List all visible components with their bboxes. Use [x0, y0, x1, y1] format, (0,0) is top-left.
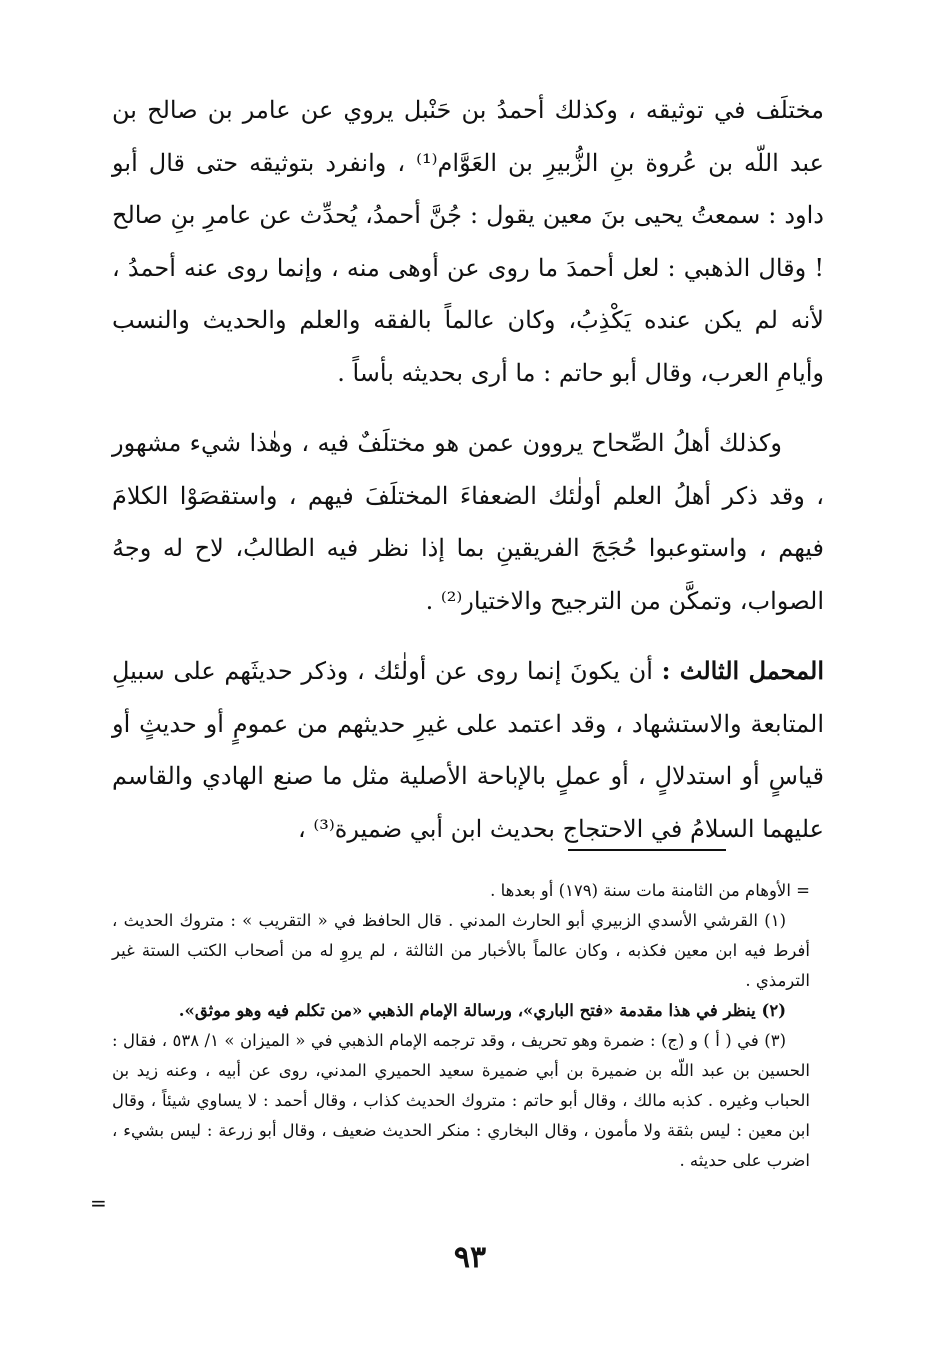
page-number: ٩٣	[453, 1240, 487, 1275]
section-term: المحمل الثالث :	[661, 656, 824, 685]
paragraph-3	[112, 645, 824, 855]
footnote-continuation: = الأوهام من الثامنة مات سنة (١٧٩) أو بعدها .	[490, 881, 810, 900]
paragraph-1: مختلَف في توثيقه ، وكذلك أحمدُ بن حَنْبل يروي عن عامر بن صالح بن عبد اللّه بن عُروة بنِ الزُّبيرِ بن العَوَّام⁽¹⁾ ، وانفرد بتوثيقه حتى قال أبو داود : سمعتُ يحيى بنَ معين يقول : جُنَّ أحمدُ، يُحدِّث عن عامرِ بنِ صالح ! وقال الذهبي : لعل أحمدَ ما روى عن أوهى منه ، وإنما روى عنه أحمدُ ، لأنه لم يكن عنده يَكْذِبُ، وكان عالماً بالفقه والعلم والحديث والنسب وأيامِ العرب، وقال أبو حاتم : ما أرى بحديثه بأساً .	[112, 96, 824, 387]
footnote-2: (٢) ينظر في هذا مقدمة «فتح الباري»، ورسالة الإمام الذهبي «من تكلم فيه وهو موثق».	[178, 1001, 786, 1020]
main-text	[112, 84, 824, 855]
footnote-continues-mark: =	[90, 1191, 107, 1215]
footnote-3: (٣) في ( أ ) و (ج) : ضمرة وهو تحريف ، وقد ترجمه الإمام الذهبي في « الميزان » ١/ ٥٣٨ ، فقال : الحسين بن عبد اللّه بن ضميرة بن أبي ضميرة سعيد الحميري المدني، روى عن أبيه ، وعنه زيد بن الحباب وغيره . كذبه مالك ، وقال أبو حاتم : متروك الحديث كذاب ، وقال أحمد : لا يساوي شيئاً ، وقال ابن معين : ليس بثقة ولا مأمون ، وقال البخاري : منكر الحديث ضعيف ، وقال أبو زرعة : ليس بشيء ، اضرب على حديثه .	[112, 1031, 810, 1170]
paragraph-3-text: أن يكونَ إنما روى عن أولٰئك ، وذكر حديثَهم على سبيلِ المتابعة والاستشهاد ، وقد اعتمد على غيرِ حديثهم من عمومٍ أو حديثٍ أو قياسٍ أو استدلالٍ ، أو عملٍ بالإباحة الأصلية مثل ما صنع الهادي والقاسم عليهما السلامُ في الاحتجاج بحديث ابن أبي ضميرة⁽³⁾ ،	[112, 657, 824, 843]
footnote-1: (١) القرشي الأسدي الزبيري أبو الحارث المدني . قال الحافظ في « التقريب » : متروك الحديث ، أفرط فيه ابن معين فكذبه ، وكان عالماً بالأخبار من الثالثة ، لم يروِ له من أصحاب الكتب الستة غير الترمذي .	[112, 911, 810, 990]
footnote-separator	[568, 849, 726, 851]
paragraph-2: وكذلك أهلُ الصِّحاح يروون عمن هو مختلَفٌ فيه ، وهٰذا شيء مشهور ، وقد ذكر أهلُ العلم أولٰئك الضعفاءَ المختلَفَ فيهم ، واستقصَوْا الكلامَ فيهم ، واستوعبوا حُجَجَ الفريقينِ بما إذا نظر فيه الطالبُ، لاح له وجهُ الصواب، وتمكَّن من الترجيح والاختيار⁽²⁾ .	[112, 429, 824, 615]
footnotes	[112, 876, 810, 1176]
